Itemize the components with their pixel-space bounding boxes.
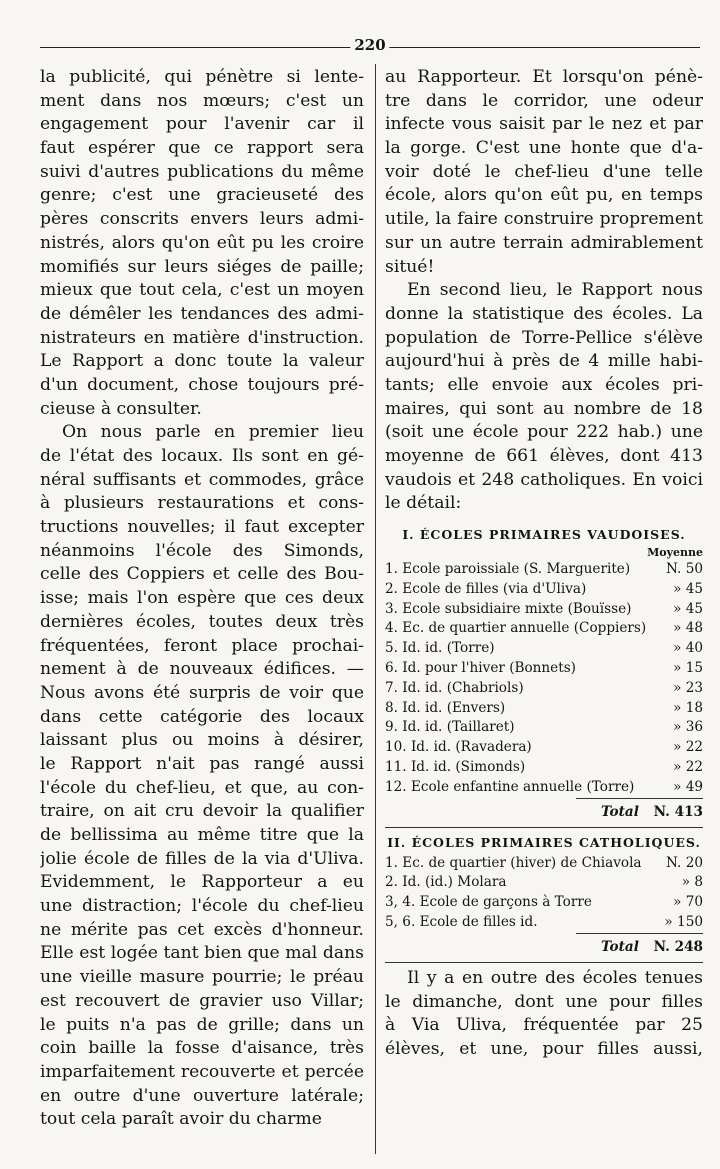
section-rule	[385, 827, 703, 828]
table-row	[385, 580, 703, 600]
text-line: fréquentées, feront place prochai-	[40, 635, 364, 656]
text-line: élèves, et une, pour filles aussi,	[385, 1038, 703, 1059]
text-line: nistrateurs en matière d'instruction.	[40, 327, 364, 348]
school-average: » 15	[673, 660, 703, 677]
text-line: En second lieu, le Rapport nous	[407, 280, 703, 301]
text-line: vaudois et 248 catholiques. En voici	[385, 469, 703, 490]
table-row	[385, 854, 703, 874]
school-average: » 49	[673, 778, 703, 795]
school-name: 1. Ecole paroissiale (S. Marguerite)	[385, 561, 631, 578]
school-average: » 8	[681, 874, 703, 891]
text-line: nistrés, alors qu'on eût pu les croire	[40, 232, 364, 253]
table-row	[385, 778, 703, 798]
text-line: la gorge. C'est une honte que d'a-	[385, 138, 703, 159]
table-row	[385, 913, 703, 933]
text-line: école, alors qu'on eût pu, en temps	[385, 185, 703, 206]
school-average: » 150	[664, 914, 703, 931]
school-average: » 22	[673, 759, 703, 776]
school-average: » 40	[673, 640, 703, 657]
school-name: 3, 4. Ecole de garçons à Torre	[385, 894, 592, 911]
school-average: » 22	[673, 739, 703, 756]
school-name: 3. Ecole subsidiaire mixte (Bouïsse)	[385, 600, 632, 617]
vaudoises-title: I. ÉCOLES PRIMAIRES VAUDOISES.	[402, 527, 686, 543]
catholiques-title: II. ÉCOLES PRIMAIRES CATHOLIQUES.	[387, 834, 701, 850]
school-average: » 48	[673, 620, 703, 637]
text-line: Nous avons été surpris de voir que	[40, 682, 364, 703]
right-column	[385, 66, 703, 1062]
text-line: jolie école de filles de la via d'Uliva.	[40, 848, 364, 869]
text-line: tout cela paraît avoir du charme	[40, 1109, 322, 1130]
school-average: N. 20	[666, 854, 703, 871]
text-line: pères conscrits envers leurs admi-	[40, 209, 364, 230]
text-line: de l'état des locaux. Ils sont en gé-	[40, 446, 364, 466]
text-line: nement à de nouveaux édifices. —	[40, 659, 364, 680]
text-line: On nous parle en premier lieu	[62, 422, 364, 443]
text-line: de démêler les tendances des admi-	[40, 303, 364, 324]
school-average: » 18	[673, 699, 703, 716]
text-line: Elle est logée tant bien que mal dans	[40, 943, 364, 964]
text-line: cieuse à consulter.	[40, 398, 202, 419]
table-row	[385, 639, 703, 659]
text-line: aujourd'hui à près de 4 mille habi-	[385, 351, 703, 372]
text-line: Le Rapport a donc toute la valeur	[40, 351, 364, 372]
text-line: ne mérite pas cet excès d'honneur.	[40, 919, 364, 940]
text-line: Il y a en outre des écoles tenues	[407, 967, 703, 988]
school-average: N. 50	[666, 561, 703, 578]
school-name: 8. Id. id. (Envers)	[385, 699, 506, 716]
text-line: une distraction; l'école du chef-lieu	[40, 896, 364, 917]
school-name: 11. Id. id. (Simonds)	[385, 759, 526, 776]
text-line: celle des Coppiers et celle des Bou-	[40, 564, 364, 585]
text-line: au Rapporteur. Et lorsqu'on pénè-	[385, 67, 703, 87]
right-closing-text	[385, 967, 703, 1062]
text-line: population de Torre-Pellice s'élève	[385, 327, 703, 348]
catholiques-total-value: N. 248	[653, 938, 703, 955]
school-name: 6. Id. pour l'hiver (Bonnets)	[385, 660, 576, 677]
text-line: mieux que tout cela, c'est un moyen	[40, 280, 364, 301]
school-name: 5, 6. Ecole de filles id.	[385, 914, 538, 931]
school-average: » 36	[673, 719, 703, 736]
text-line: moyenne de 661 élèves, dont 413	[385, 446, 703, 466]
table-row	[385, 560, 703, 580]
table-row	[385, 893, 703, 913]
text-line: néanmoins l'école des Simonds,	[40, 540, 364, 561]
table-row	[385, 679, 703, 699]
text-line: tre dans le corridor, une odeur	[385, 90, 703, 111]
table-row	[385, 659, 703, 679]
text-line: le détail:	[385, 493, 462, 514]
moyenne-label: Moyenne	[647, 546, 703, 560]
text-line: la publicité, qui pénètre si lente-	[40, 67, 364, 87]
table-row	[385, 718, 703, 738]
text-line: genre; c'est une gracieuseté des	[40, 185, 364, 206]
text-line: à plusieurs restaurations et cons-	[40, 493, 364, 514]
school-name: 5. Id. id. (Torre)	[385, 640, 495, 657]
school-name: 2. Ecole de filles (via d'Uliva)	[385, 580, 587, 597]
text-line: sur un autre terrain admirablement	[385, 232, 703, 253]
text-line: ment dans nos mœurs; c'est un	[40, 90, 364, 111]
text-line: traire, on ait cru devoir la qualifier	[40, 801, 364, 822]
text-line: est recouvert de gravier uso Villar;	[40, 990, 364, 1011]
school-name: 12. Ecole enfantine annuelle (Torre)	[385, 778, 635, 795]
school-name: 9. Id. id. (Taillaret)	[385, 719, 515, 736]
text-line: l'école du chef-lieu, et que, au con-	[40, 777, 364, 798]
column-divider	[375, 64, 376, 1154]
text-line: de bellissima au même titre que la	[40, 825, 364, 845]
school-average: » 23	[673, 679, 703, 696]
text-line: à Via Uliva, fréquentée par 25	[385, 1015, 703, 1036]
school-name: 10. Id. id. (Ravadera)	[385, 739, 532, 756]
text-line: voir doté le chef-lieu d'une telle	[385, 161, 703, 182]
table-row	[385, 600, 703, 620]
text-line: néral suffisants et commodes, grâce	[40, 469, 364, 490]
school-name: 4. Ec. de quartier annuelle (Coppiers)	[385, 620, 647, 637]
right-intro-text	[385, 66, 703, 516]
text-line: imparfaitement recouverte et percée	[40, 1061, 364, 1082]
table-row	[385, 619, 703, 639]
left-column	[40, 66, 364, 1132]
vaudoises-total-value: N. 413	[653, 803, 703, 820]
text-line: dans cette catégorie des locaux	[40, 706, 364, 727]
text-line: en outre d'une ouverture latérale;	[40, 1085, 364, 1106]
text-line: isse; mais l'on espère que ces deux	[40, 588, 364, 609]
text-line: laissant plus ou moins à désirer,	[40, 730, 364, 751]
text-line: engagement pour l'avenir car il	[40, 114, 364, 135]
vaudoises-table	[385, 560, 703, 798]
school-name: 1. Ec. de quartier (hiver) de Chiavola	[385, 854, 642, 871]
catholiques-table	[385, 854, 703, 933]
text-line: situé!	[385, 256, 435, 277]
vaudoises-total-label: Total	[600, 803, 639, 820]
text-line: tructions nouvelles; il faut excepter	[40, 517, 364, 538]
school-average: » 45	[673, 580, 703, 597]
text-line: le Rapport n'ait pas rangé aussi	[40, 753, 364, 774]
text-line: donne la statistique des écoles. La	[385, 303, 703, 324]
table-row	[385, 758, 703, 778]
text-line: coin baille la fosse d'aisance, très	[40, 1038, 364, 1059]
school-average: » 45	[673, 600, 703, 617]
table-row	[385, 699, 703, 719]
text-line: faut espérer que ce rapport sera	[40, 138, 364, 159]
text-line: momifiés sur leurs siéges de paille;	[40, 256, 364, 277]
school-average: » 70	[673, 894, 703, 911]
page-header	[40, 34, 700, 56]
text-line: utile, la faire construire proprement	[385, 209, 703, 230]
school-name: 7. Id. id. (Chabriols)	[385, 679, 524, 696]
page-number: 220	[350, 36, 389, 54]
text-line: infecte vous saisit par le nez et par	[385, 114, 703, 135]
catholiques-total-label: Total	[600, 938, 639, 955]
vaudoises-total	[385, 799, 703, 825]
closing-rule	[385, 962, 703, 963]
school-name: 2. Id. (id.) Molara	[385, 874, 507, 891]
text-line: suivi d'autres publications du même	[40, 161, 364, 182]
table-row	[385, 873, 703, 893]
text-line: tants; elle envoie aux écoles pri-	[385, 374, 703, 395]
catholiques-total	[385, 934, 703, 960]
text-line: le dimanche, dont une pour filles	[385, 991, 703, 1012]
text-line: Evidemment, le Rapporteur a eu	[40, 872, 364, 893]
text-line: le puits n'a pas de grille; dans un	[40, 1014, 364, 1035]
text-line: (soit une école pour 222 hab.) une	[385, 422, 703, 443]
text-line: d'un document, chose toujours pré-	[40, 374, 364, 395]
text-line: maires, qui sont au nombre de 18	[385, 398, 703, 419]
text-line: dernières écoles, toutes deux très	[40, 611, 364, 632]
table-row	[385, 738, 703, 758]
text-line: une vieille masure pourrie; le préau	[40, 967, 364, 988]
